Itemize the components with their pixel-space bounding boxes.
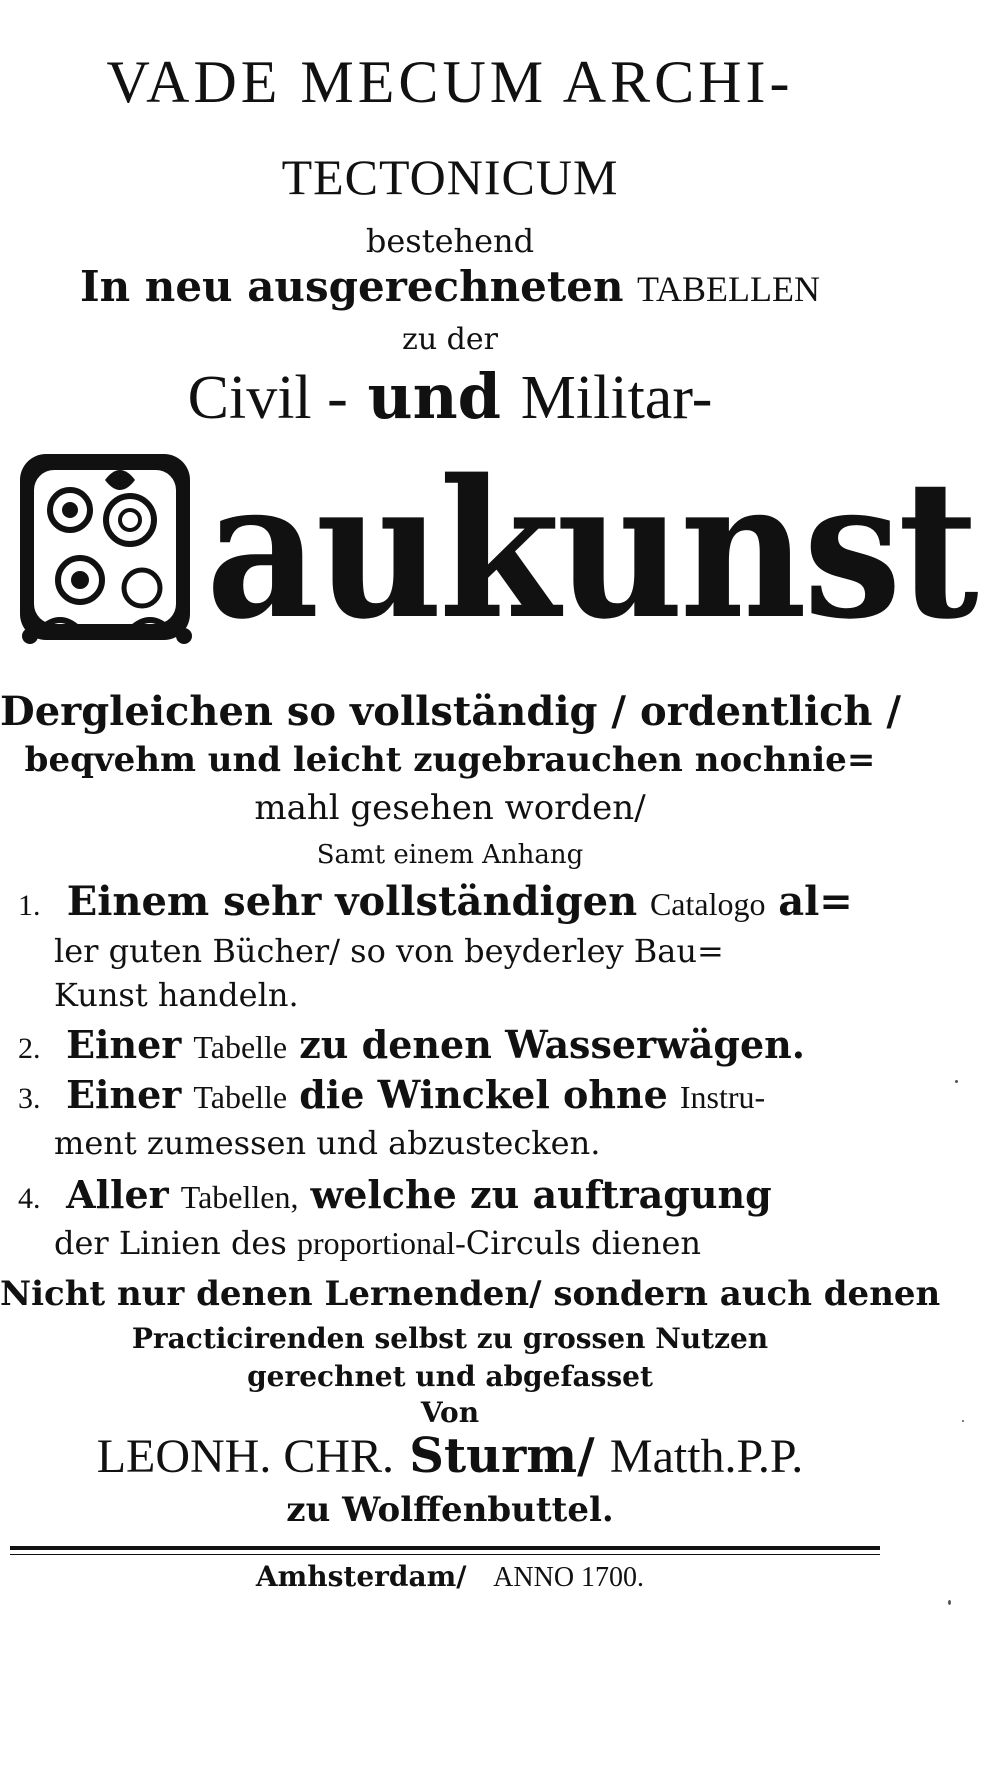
scan-speck xyxy=(955,1080,958,1083)
title-line-1: VADE MECUM ARCHI- xyxy=(106,49,794,115)
title-militar: Militar- xyxy=(520,364,713,432)
item-3-continuation-1: ment zumessen und abzustecken. xyxy=(54,1124,601,1162)
item-1-continuation-1: ler guten Bücher/ so von beyderley Bau= xyxy=(54,932,724,970)
author-line xyxy=(0,1428,900,1484)
author-title: Matth.P.P. xyxy=(609,1430,804,1483)
list-item-3 xyxy=(18,1072,898,1117)
item-1-text-a: Einem sehr vollständigen xyxy=(66,878,638,925)
item-number: 3. xyxy=(18,1082,41,1115)
divider-rule-thin xyxy=(10,1554,880,1555)
item-3-text-a: Einer xyxy=(66,1072,182,1117)
decorated-initial-icon xyxy=(10,440,200,650)
title-line-3: bestehend xyxy=(365,222,535,260)
description-line-3: mahl gesehen worden/ xyxy=(254,788,646,828)
list-item-1 xyxy=(18,878,898,925)
item-4-text-b: Tabellen, xyxy=(180,1179,299,1215)
list-item-4 xyxy=(18,1172,898,1217)
title-line-6 xyxy=(0,360,900,434)
item-4-cont-c: Circuls dienen xyxy=(465,1224,701,1262)
closing-line-3: gerechnet und abgefasset xyxy=(247,1360,653,1393)
place-line: zu Wolffenbuttel. xyxy=(286,1490,614,1530)
imprint-anno: ANNO 1700. xyxy=(493,1562,645,1593)
title-line-5: zu der xyxy=(402,322,498,357)
item-1-text-b: Catalogo xyxy=(649,886,766,922)
title-line-4 xyxy=(0,262,900,311)
divider-rule-thick xyxy=(10,1546,880,1550)
item-1-text-c: al= xyxy=(778,878,853,925)
imprint-city: Amhsterdam/ xyxy=(255,1560,467,1593)
item-4-continuation-1 xyxy=(54,1224,894,1262)
title-und: und xyxy=(367,360,502,433)
title-line-4-gothic: In neu ausgerechneten xyxy=(79,262,624,311)
scan-speck xyxy=(948,1600,951,1605)
description-line-1: Dergleichen so vollständig / ordentlich / xyxy=(0,688,902,735)
item-2-text-b: Tabelle xyxy=(193,1029,288,1065)
list-item-2 xyxy=(18,1022,898,1067)
author-surname: Sturm/ xyxy=(409,1428,595,1484)
description-line-2: beqvehm und leicht zugebrauchen nochnie= xyxy=(24,740,876,780)
item-2-text-a: Einer xyxy=(66,1022,182,1067)
description-line-4: Samt einem Anhang xyxy=(316,840,584,870)
closing-line-2: Practicirenden selbst zu grossen Nutzen xyxy=(131,1322,769,1355)
title-civil: Civil - xyxy=(187,364,348,432)
closing-line-1: Nicht nur denen Lernenden/ sondern auch denen xyxy=(0,1274,941,1314)
item-4-cont-a: der Linien des xyxy=(54,1224,287,1262)
item-3-text-b: Tabelle xyxy=(193,1079,288,1115)
item-3-text-c: die Winckel ohne xyxy=(299,1072,668,1117)
title-line-2: TECTONICUM xyxy=(281,149,619,205)
big-word-rest: aukunst xyxy=(206,438,976,661)
item-4-cont-b: proportional- xyxy=(296,1225,466,1261)
title-line-4-roman: TABELLEN xyxy=(636,269,821,309)
item-1-continuation-2: Kunst handeln. xyxy=(54,976,299,1014)
item-number: 4. xyxy=(18,1182,41,1215)
imprint-line xyxy=(0,1560,900,1594)
item-number: 2. xyxy=(18,1032,41,1065)
scan-speck xyxy=(962,1420,964,1422)
author-initials: LEONH. CHR. xyxy=(96,1430,395,1483)
closing-line-4: Von xyxy=(420,1396,480,1429)
big-word-baukunst xyxy=(10,438,976,680)
item-4-text-c: welche zu auftragung xyxy=(310,1172,772,1217)
item-4-text-a: Aller xyxy=(66,1172,169,1217)
item-number: 1. xyxy=(18,889,41,922)
item-3-text-d: Instru- xyxy=(679,1079,766,1115)
item-2-text-c: zu denen Wasserwägen. xyxy=(299,1022,805,1067)
